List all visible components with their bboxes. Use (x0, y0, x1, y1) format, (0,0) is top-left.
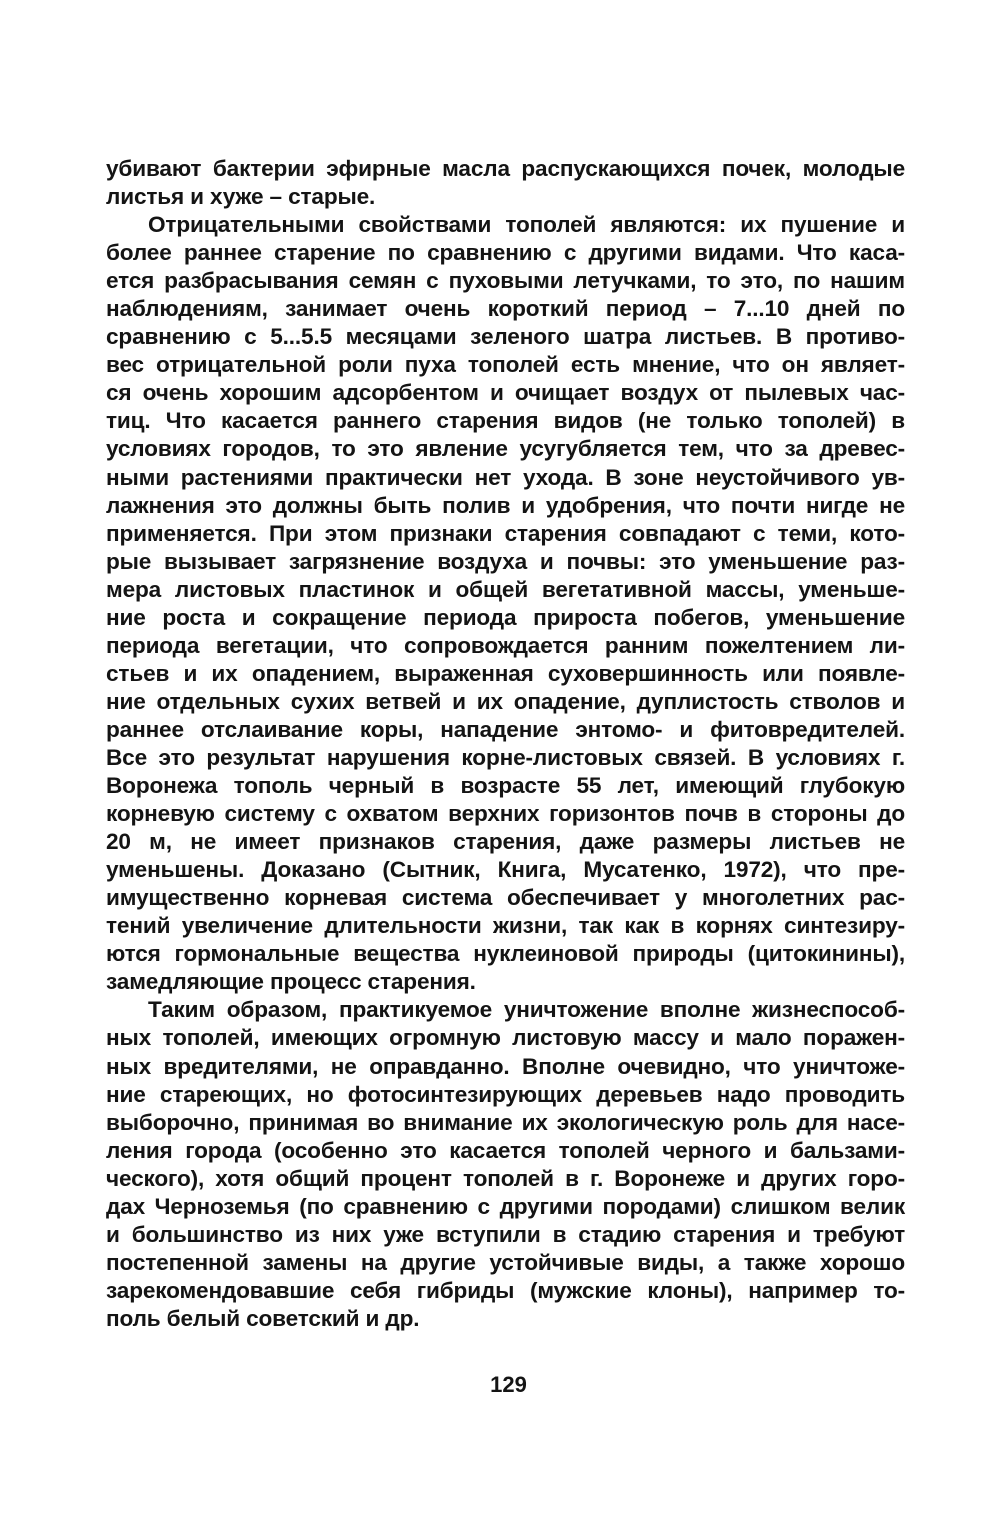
text-line: сравнению с 5...5.5 месяцами зеленого шатра листьев. В противо- (106, 324, 905, 350)
paragraph (106, 155, 905, 211)
text-line: применяется. При этом признаки старения совпадают с теми, кото- (106, 520, 905, 546)
text-line: более раннее старение по сравнению с другими видами. Что каса- (106, 240, 905, 266)
text-line: мера листовых пластинок и общей вегетативной массы, уменьше- (106, 576, 905, 602)
paragraph (106, 996, 905, 1333)
text-line: и большинство из них уже вступили в стадию старения и требуют (106, 1221, 905, 1247)
page-number: 129 (490, 1372, 527, 1397)
text-line: ных тополей, имеющих огромную листовую массу и мало поражен- (106, 1025, 905, 1051)
text-line: уменьшены. Доказано (Сытник, Книга, Мусатенко, 1972), что пре- (106, 857, 905, 883)
text-line: поль белый советский и др. (106, 1305, 420, 1331)
text-line: раннее отслаивание коры, нападение энтомо- и фитовредителей. (106, 716, 905, 742)
text-line: ся очень хорошим адсорбентом и очищает воздух от пылевых час- (106, 380, 905, 406)
text-line: Отрицательными свойствами тополей являются: их пушение и (148, 212, 905, 238)
text-line: листья и хуже – старые. (106, 184, 376, 210)
text-line: Все это результат нарушения корне-листовых связей. В условиях г. (106, 744, 905, 770)
text-line: тений увеличение длительности жизни, так как в корнях синтезиру- (106, 913, 905, 939)
text-line: Воронежа тополь черный в возрасте 55 лет, имеющий глубокую (106, 773, 905, 799)
text-line: имущественно корневая система обеспечивает у многолетних рас- (106, 885, 905, 911)
text-line: тиц. Что касается раннего старения видов (не только тополей) в (106, 408, 905, 434)
text-line: 20 м, не имеет признаков старения, даже размеры листьев не (106, 829, 905, 855)
text-line: постепенной замены на другие устойчивые виды, а также хорошо (106, 1249, 905, 1275)
text-line: Таким образом, практикуемое уничтожение вполне жизнеспособ- (148, 997, 905, 1023)
paragraph (106, 211, 905, 996)
text-line: убивают бактерии эфирные масла распускающихся почек, молодые (106, 156, 905, 181)
text-line: вес отрицательной роли пуха тополей есть мнение, что он являет- (106, 352, 905, 378)
text-line: ными растениями практически нет ухода. В зоне неустойчивого ув- (106, 464, 905, 490)
text-line: выборочно, принимая во внимание их экологическую роль для насе- (106, 1109, 905, 1135)
text-line: ние отдельных сухих ветвей и их опадение, дуплистость стволов и (106, 688, 905, 714)
text-line: стьев и их опадением, выраженная суховершинность или появле- (106, 660, 905, 686)
text-line: корневую систему с охватом верхних горизонтов почв в стороны до (106, 801, 905, 827)
text-line: периода вегетации, что сопровождается ранним пожелтением ли- (106, 632, 905, 658)
text-line: рые вызывает загрязнение воздуха и почвы: это уменьшение раз- (106, 548, 905, 574)
text-line: ются гормональные вещества нуклеиновой природы (цитокинины), (106, 941, 905, 967)
text-line: наблюдениям, занимает очень короткий период – 7...10 дней по (106, 296, 905, 322)
text-line: ние стареющих, но фотосинтезирующих деревьев надо проводить (106, 1081, 905, 1107)
text-line: ления города (особенно это касается тополей черного и бальзами- (106, 1137, 905, 1163)
text-line: ется разбрасывания семян с пуховыми летучками, то это, по нашим (106, 268, 905, 294)
text-line: дах Черноземья (по сравнению с другими породами) слишком велик (106, 1193, 905, 1219)
text-line: зарекомендовавшие себя гибриды (мужские клоны), например то- (106, 1277, 905, 1303)
text-line: замедляющие процесс старения. (106, 969, 476, 995)
text-line: лажнения это должны быть полив и удобрения, что почти нигде не (106, 492, 905, 518)
text-line: ческого), хотя общий процент тополей в г. Воронеже и других горо- (106, 1165, 905, 1191)
text-line: условиях городов, то это явление усугубляется тем, что за древес- (106, 436, 905, 462)
text-line: ных вредителями, не оправданно. Вполне очевидно, что уничтоже- (106, 1053, 905, 1079)
text-line: ние роста и сокращение периода прироста побегов, уменьшение (106, 604, 905, 630)
body-text (106, 155, 905, 1333)
